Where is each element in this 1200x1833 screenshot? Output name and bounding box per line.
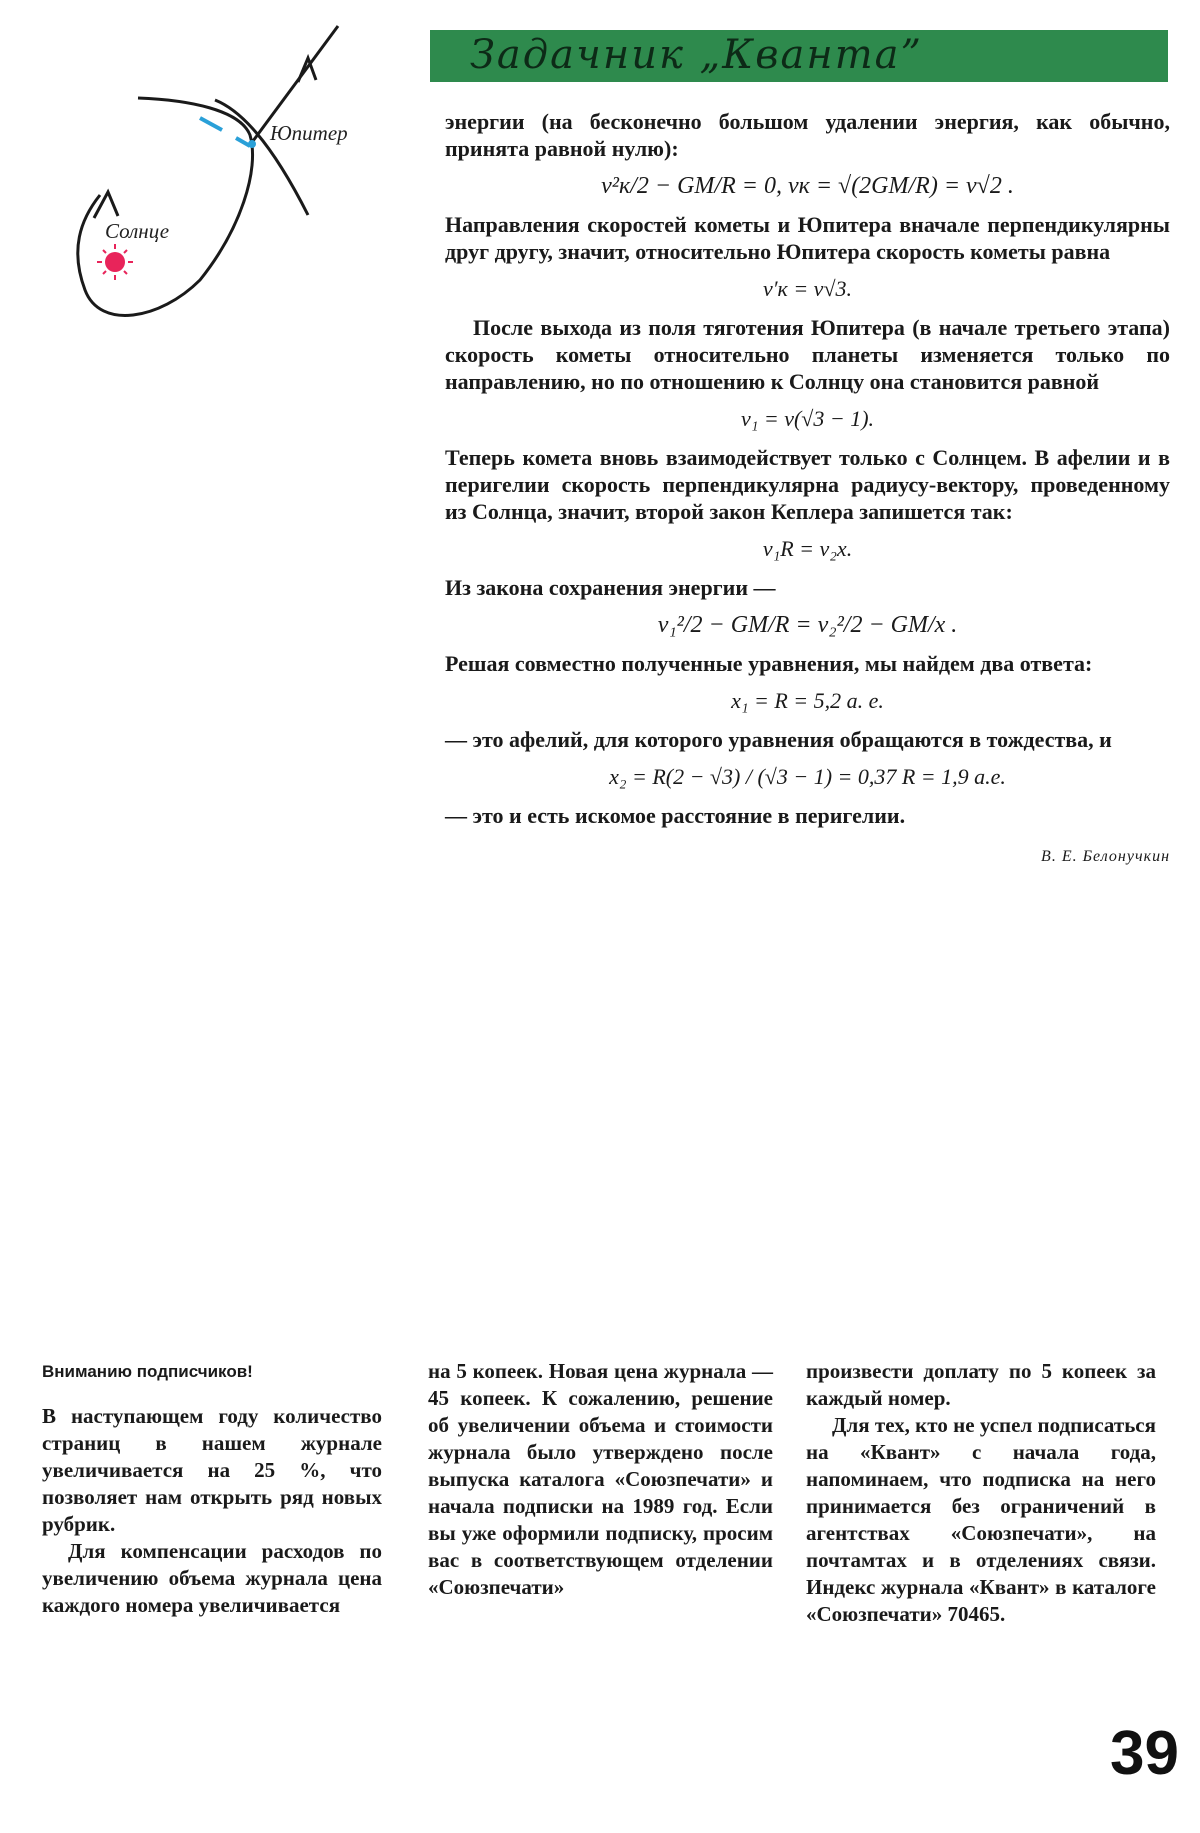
page-number: 39 — [1110, 1719, 1179, 1788]
jupiter-velocity-arrow-icon — [200, 118, 222, 130]
jupiter-label: Юпитер — [270, 121, 348, 145]
article-paragraph: — это афелий, для которого уравнения обращаются в тождества, и — [445, 727, 1112, 752]
notice-paragraph: В наступающем году количество страниц в нашем журнале увеличивается на 25 %, что позволяет нам открыть ряд новых рубрик. — [42, 1404, 382, 1536]
section-title: Задачник „Кванта” — [470, 32, 923, 78]
equation: x₁ = R = 5,2 а. е. — [731, 688, 884, 713]
sun-icon — [97, 244, 133, 280]
notice-paragraph: произвести доплату по 5 копеек за каждый номер. — [806, 1359, 1156, 1410]
notice-column-3 — [806, 1358, 1156, 1628]
article-text — [445, 108, 1170, 870]
article-paragraph: Теперь комета вновь взаимодействует только с Солнцем. В афелии и в перигелии скорость перпендикулярна радиусу-вектору, проведенному из Солнца, значит, второй закон Кеплера запишется так: — [445, 445, 1170, 524]
notice-paragraph: Для тех, кто не успел подписаться на «Квант» с начала года, напоминаем, что подписка на него принимается без ограничений в агентствах «Союзпечати», на почтамтах и в отделениях связи. Индекс журнала «Квант» в каталоге «Союзпечати» 70465. — [806, 1413, 1156, 1626]
equation: v₁R = v₂x. — [762, 536, 853, 561]
jupiter-icon — [248, 140, 256, 148]
comet-velocity-arrow-icon — [236, 138, 250, 146]
jupiter-orbit — [215, 100, 308, 215]
notice-paragraph: на 5 копеек. Новая цена журнала — 45 копеек. К сожалению, решение об увеличении объема и стоимости журнала было утверждено после выпуска каталога «Союзпечати» и начала подписки на 1989 год. Если вы уже оформили подписку, просим вас в соответствующем отделении «Союзпечати» — [428, 1359, 773, 1599]
notice-column-2 — [428, 1358, 773, 1601]
article-paragraph: — это и есть искомое расстояние в перигелии. — [445, 803, 906, 828]
sun-label: Солнце — [105, 219, 170, 243]
article-paragraph: Из закона сохранения энергии — — [445, 575, 776, 600]
orbit-diagram — [40, 20, 400, 380]
equation: v′к = v√3. — [762, 276, 853, 301]
equation: x₂ = R(2 − √3) / (√3 − 1) = 0,37 R = 1,9 а.е. — [609, 764, 1006, 789]
article-paragraph: Решая совместно полученные уравнения, мы найдем два ответа: — [445, 651, 1093, 676]
notice-paragraph: Для компенсации расходов по увеличению объема журнала цена каждого номера увеличивается — [42, 1539, 382, 1617]
notice-heading: Вниманию подписчиков! — [42, 1362, 253, 1381]
comet-orbit — [78, 98, 253, 315]
equation: v₁ = v(√3 − 1). — [740, 406, 875, 431]
notice-column-1 — [42, 1358, 382, 1619]
equation: v₁²/2 − GM/R = v₂²/2 − GM/x . — [657, 612, 958, 638]
article-paragraph: После выхода из поля тяготения Юпитера (в начале третьего этапа) скорость кометы относительно планеты изменяется только по направлению, но по отношению к Солнцу она становится равной — [445, 315, 1170, 394]
section-header-banner — [430, 30, 1168, 82]
equation: v²к/2 − GM/R = 0, vк = √(2GM/R) = v√2 . — [601, 173, 1014, 199]
article-paragraph: Направления скоростей кометы и Юпитера вначале перпендикулярны друг другу, значит, относительно Юпитера скорость кометы равна — [445, 212, 1170, 264]
article-paragraph: энергии (на бесконечно большом удалении энергия, как обычно, принята равной нулю): — [445, 109, 1170, 161]
author-signature: В. Е. Белонучкин — [1041, 848, 1170, 865]
